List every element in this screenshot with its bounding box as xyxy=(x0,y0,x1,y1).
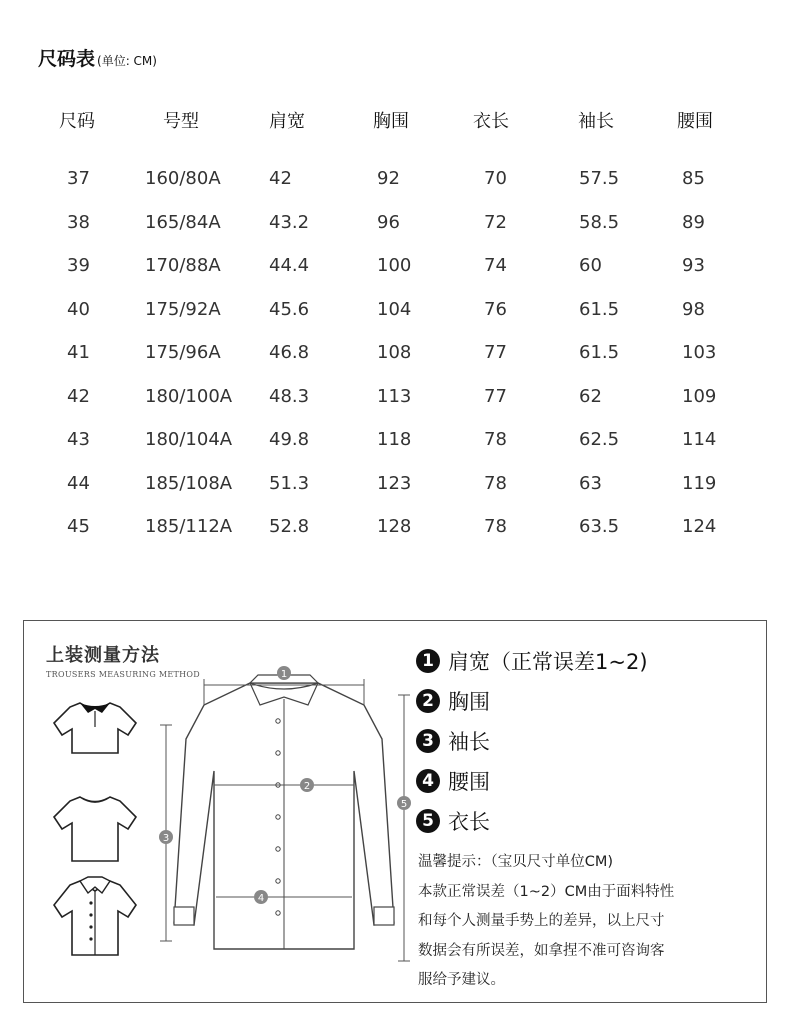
table-cell: 76 xyxy=(484,298,507,320)
table-cell: 92 xyxy=(377,168,400,189)
legend-item-chest xyxy=(416,681,648,721)
note-line: 数据会有所误差，如拿捏不准可咨询客 xyxy=(418,942,665,959)
table-cell: 89 xyxy=(682,211,705,233)
table-cell: 78 xyxy=(484,516,507,537)
table-cell: 85 xyxy=(682,168,705,189)
table-cell: 49.8 xyxy=(269,429,310,450)
table-cell: 77 xyxy=(484,342,507,363)
table-cell: 45 xyxy=(67,516,90,537)
guide-title: 上装测量方法 xyxy=(46,645,160,666)
table-cell: 104 xyxy=(377,298,412,320)
table-cell: 38 xyxy=(67,211,90,233)
svg-text:5: 5 xyxy=(400,799,408,810)
table-cell: 98 xyxy=(682,298,705,320)
table-cell: 114 xyxy=(682,429,717,450)
table-cell: 118 xyxy=(377,429,412,450)
note-line: 服给予建议。 xyxy=(418,972,505,988)
svg-text:2: 2 xyxy=(303,781,311,792)
table-cell: 44.4 xyxy=(269,255,310,276)
table-cell: 61.5 xyxy=(579,342,620,363)
legend-label: 袖长 xyxy=(448,730,490,754)
table-cell: 96 xyxy=(377,211,400,233)
header-fit: 号型 xyxy=(163,111,199,132)
table-cell: 185/112A xyxy=(145,516,233,537)
table-cell: 46.8 xyxy=(269,342,310,363)
dress-shirt-thumbnail xyxy=(50,875,140,961)
waist-marker xyxy=(254,890,268,904)
svg-text:3: 3 xyxy=(162,833,170,844)
table-cell: 128 xyxy=(377,516,412,537)
table-cell: 37 xyxy=(67,168,90,189)
sleeve-marker xyxy=(159,830,173,844)
table-cell: 52.8 xyxy=(269,516,310,537)
table-cell: 63.5 xyxy=(579,516,620,537)
polo-shirt-thumbnail xyxy=(50,699,140,757)
table-cell: 93 xyxy=(682,255,705,276)
measuring-guide-panel xyxy=(23,620,767,1003)
note-line: 本款正常误差（1~2）CM由于面料特性 xyxy=(418,883,675,900)
table-cell: 108 xyxy=(377,342,412,363)
shoulder-marker xyxy=(277,666,291,680)
header-shoulder: 肩宽 xyxy=(269,111,305,132)
legend-item-shoulder xyxy=(416,641,648,681)
number-4-icon: 4 xyxy=(416,769,440,793)
legend-item-length xyxy=(416,801,648,841)
table-cell: 124 xyxy=(682,516,717,537)
table-cell: 61.5 xyxy=(579,298,620,320)
table-cell: 40 xyxy=(67,298,90,320)
length-marker xyxy=(397,796,411,810)
table-cell: 58.5 xyxy=(579,211,620,233)
table-cell: 44 xyxy=(67,472,90,494)
table-cell: 113 xyxy=(377,385,412,407)
table-cell: 42 xyxy=(269,168,292,189)
table-cell: 170/88A xyxy=(145,255,221,276)
title-text: 尺码表 xyxy=(38,48,96,70)
unit-label: (单位: CM) xyxy=(97,54,157,68)
table-cell: 109 xyxy=(682,385,717,407)
table-cell: 51.3 xyxy=(269,472,310,494)
legend-item-sleeve xyxy=(416,721,648,761)
legend-item-waist xyxy=(416,761,648,801)
note-line: 温馨提示：（宝贝尺寸单位CM) xyxy=(418,854,614,870)
table-cell: 60 xyxy=(579,255,602,276)
table-cell: 70 xyxy=(484,168,507,189)
long-sleeve-shirt-diagram xyxy=(164,661,409,966)
table-cell: 62.5 xyxy=(579,429,620,450)
legend-label: 腰围 xyxy=(448,770,490,794)
number-3-icon: 3 xyxy=(416,729,440,753)
table-cell: 43.2 xyxy=(269,211,310,233)
header-sleeve: 袖长 xyxy=(578,111,614,132)
table-cell: 78 xyxy=(484,472,507,494)
legend-label: 肩宽（正常误差1~2) xyxy=(448,650,648,674)
table-cell: 123 xyxy=(377,472,412,494)
table-cell: 63 xyxy=(579,472,602,494)
svg-text:1: 1 xyxy=(280,669,288,680)
svg-text:4: 4 xyxy=(257,893,265,904)
number-5-icon: 5 xyxy=(416,809,440,833)
note-line: 和每个人测量手势上的差异，以上尺寸 xyxy=(418,913,665,929)
table-cell: 48.3 xyxy=(269,385,310,407)
header-chest: 胸围 xyxy=(373,111,409,132)
table-cell: 160/80A xyxy=(145,168,221,189)
legend-label: 衣长 xyxy=(448,810,490,834)
table-cell: 45.6 xyxy=(269,298,310,320)
header-waist: 腰围 xyxy=(677,111,713,132)
measurement-legend xyxy=(416,641,648,841)
header-size: 尺码 xyxy=(59,111,95,132)
table-cell: 42 xyxy=(67,385,90,407)
table-cell: 180/104A xyxy=(145,429,233,450)
table-cell: 62 xyxy=(579,385,602,407)
table-cell: 39 xyxy=(67,255,90,276)
tshirt-thumbnail xyxy=(50,791,140,867)
table-cell: 78 xyxy=(484,429,507,450)
table-cell: 103 xyxy=(682,342,717,363)
table-cell: 180/100A xyxy=(145,385,233,407)
table-cell: 175/92A xyxy=(145,298,221,320)
table-cell: 185/108A xyxy=(145,472,233,494)
number-2-icon: 2 xyxy=(416,689,440,713)
header-length: 衣长 xyxy=(473,111,509,132)
table-cell: 175/96A xyxy=(145,342,221,363)
table-cell: 43 xyxy=(67,429,90,450)
tips-notes xyxy=(418,848,738,996)
table-cell: 72 xyxy=(484,211,507,233)
table-cell: 41 xyxy=(67,342,90,363)
table-cell: 165/84A xyxy=(145,211,221,233)
table-cell: 57.5 xyxy=(579,168,620,189)
chest-marker xyxy=(300,778,314,792)
table-cell: 74 xyxy=(484,255,507,276)
guide-subtitle: TROUSERS MEASURING METHOD xyxy=(46,670,200,679)
table-cell: 119 xyxy=(682,472,717,494)
table-cell: 77 xyxy=(484,385,507,407)
table-cell: 100 xyxy=(377,255,412,276)
number-1-icon: 1 xyxy=(416,649,440,673)
legend-label: 胸围 xyxy=(448,690,490,714)
